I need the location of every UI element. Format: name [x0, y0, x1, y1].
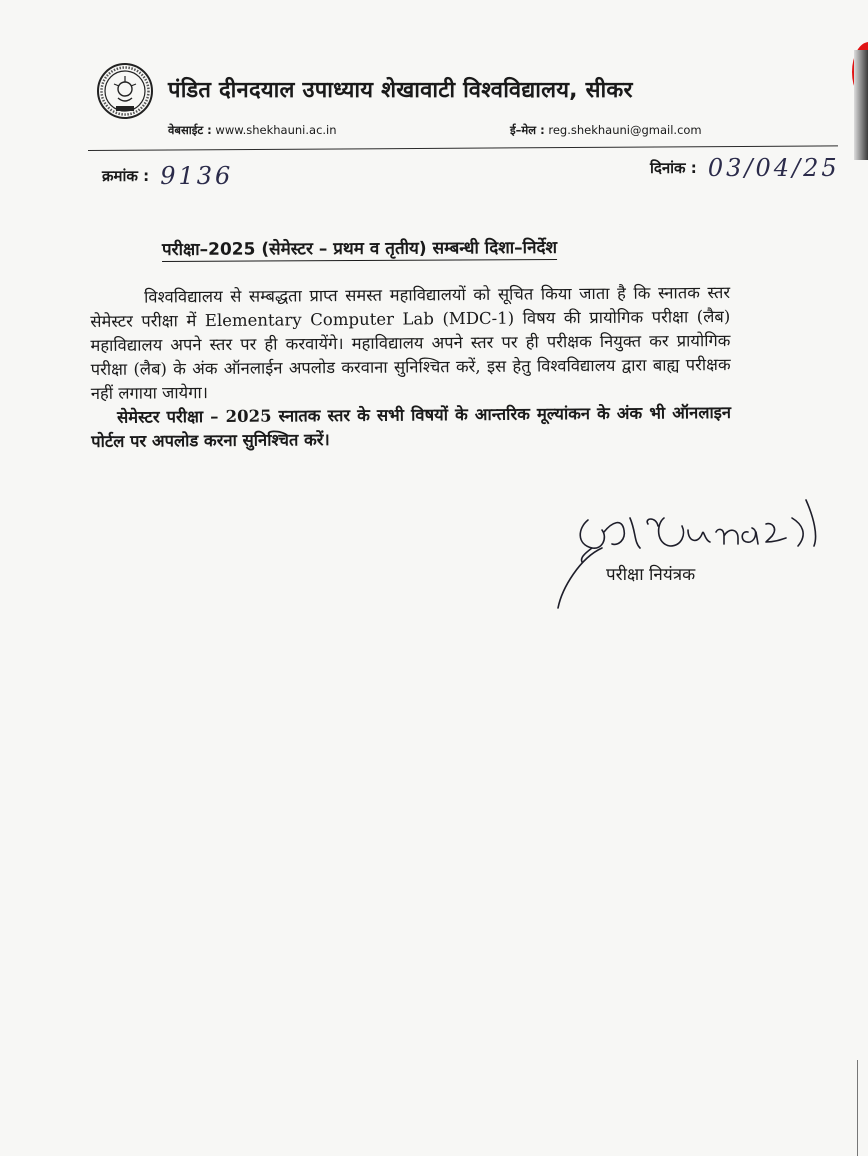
reference-date [650, 154, 840, 182]
website-row [168, 123, 337, 138]
edge-shadow [854, 50, 868, 160]
university-seal-icon [96, 62, 154, 120]
header-divider [88, 145, 838, 151]
date-label: दिनांक : [650, 159, 697, 177]
website-label: वेबसाईट : [168, 123, 212, 137]
reference-number [102, 162, 233, 190]
reference-number-label: क्रमांक : [102, 167, 150, 185]
body-paragraph-1: विश्वविद्यालय से सम्बद्धता प्राप्त समस्त महाविद्यालयों को सूचित किया जाता है कि स्नातक स्तर सेमेस्टर परीक्षा में Elementary Computer Lab (MDC-1) विषय की प्रायोगिक परीक्षा (लैब) महाविद्यालय अपने स्तर पर ही करवायेंगे। महाविद्यालय अपने स्तर पर ही परीक्षक नियुक्त कर प्रायोगिक परीक्षा (लैब) के अंक ऑनलाईन अपलोड करवाना सुनिश्चित करें, इस हेतु विश्वविद्यालय द्वारा बाह्य परीक्षक नहीं लगाया जायेगा। [90, 282, 731, 403]
notice-body [90, 281, 731, 454]
website-link[interactable]: www.shekhauni.ac.in [215, 123, 337, 137]
university-name: पंडित दीनदयाल उपाध्याय शेखावाटी विश्वविद्यालय, सीकर [168, 78, 633, 103]
date-value: 03/04/25 [707, 154, 840, 182]
handwritten-signature [552, 488, 842, 618]
email-row [510, 123, 702, 138]
page-curl [857, 1060, 868, 1156]
signatory-title: परीक्षा नियंत्रक [606, 565, 696, 585]
body-paragraph-2: सेमेस्टर परीक्षा – 2025 स्नातक स्तर के सभी विषयों के आन्तरिक मूल्यांकन के अंक भी ऑनलाइन पोर्टल पर अपलोड करना सुनिश्चित करें। [91, 402, 732, 451]
reference-number-value: 9136 [160, 162, 234, 190]
email-link[interactable]: reg.shekhauni@gmail.com [548, 123, 702, 137]
email-label: ई–मेल : [510, 123, 545, 137]
subject-heading: परीक्षा–2025 (सेमेस्टर – प्रथम व तृतीय) सम्बन्धी दिशा–निर्देश [162, 235, 557, 262]
